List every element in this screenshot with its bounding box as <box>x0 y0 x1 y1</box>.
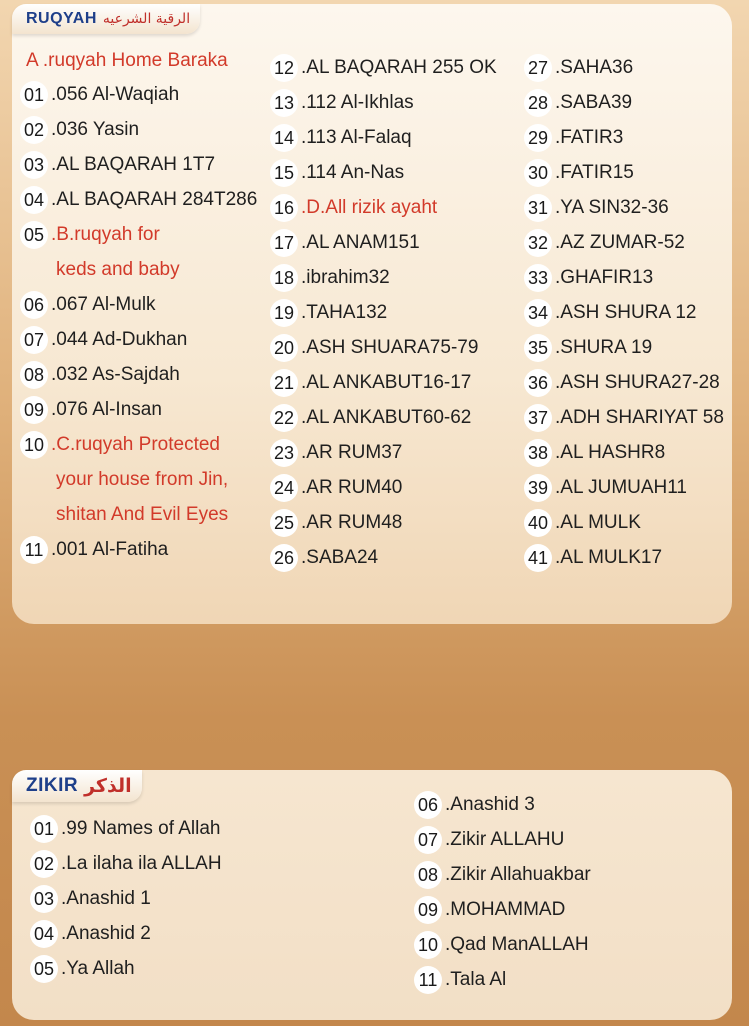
track-title: .AL JUMUAH11 <box>555 477 687 498</box>
track-number-badge: 17 <box>270 229 298 257</box>
track-title: .D.All rizik ayaht <box>301 197 438 218</box>
track-title: .Ya Allah <box>61 958 135 979</box>
track-row <box>20 535 168 565</box>
ruqyah-title-en: RUQYAH <box>26 10 97 27</box>
track-number-badge: 30 <box>524 159 552 187</box>
track-number-badge: 29 <box>524 124 552 152</box>
track-title: .YA SIN32-36 <box>555 197 669 218</box>
track-number-badge: 41 <box>524 544 552 572</box>
ruqyah-title-ar: الرقية الشرعيه <box>102 11 191 27</box>
track-number-badge: 33 <box>524 264 552 292</box>
track-title: .112 Al-Ikhlas <box>301 92 414 113</box>
ruqyah-heading-a: A .ruqyah Home Baraka <box>26 50 228 71</box>
track-title: .B.ruqyah for <box>51 224 160 245</box>
track-row <box>524 298 697 328</box>
track-number-badge: 36 <box>524 369 552 397</box>
track-number-badge: 16 <box>270 194 298 222</box>
track-row <box>270 543 378 573</box>
track-title: .Anashid 1 <box>61 888 151 909</box>
track-number-badge: 14 <box>270 124 298 152</box>
track-row <box>270 508 402 538</box>
track-row <box>270 403 471 433</box>
track-number-badge: 02 <box>30 850 58 878</box>
track-number-badge: 10 <box>414 931 442 959</box>
track-title: .AL MULK <box>555 512 641 533</box>
track-title: .Anashid 3 <box>445 794 535 815</box>
track-title: .SABA39 <box>555 92 633 113</box>
track-title: .036 Yasin <box>51 119 140 140</box>
track-number-badge: 27 <box>524 54 552 82</box>
track-row <box>270 193 437 223</box>
track-title: .SABA24 <box>301 547 379 568</box>
track-number-badge: 15 <box>270 159 298 187</box>
track-title: .AL BAQARAH 1T7 <box>51 154 216 175</box>
track-row <box>524 228 685 258</box>
track-number-badge: 04 <box>20 186 48 214</box>
track-title: .ADH SHARIYAT 58 <box>555 407 724 428</box>
track-number-badge: 37 <box>524 404 552 432</box>
track-row <box>524 543 662 573</box>
track-row <box>270 158 404 188</box>
track-row <box>20 150 215 180</box>
track-row <box>524 368 720 398</box>
track-number-badge: 06 <box>20 291 48 319</box>
track-number-badge: 39 <box>524 474 552 502</box>
track-title: .Tala Al <box>445 969 507 990</box>
track-row <box>270 53 497 83</box>
track-number-badge: 11 <box>20 536 48 564</box>
track-title: .AL ANAM151 <box>301 232 420 253</box>
track-number-badge: 05 <box>20 221 48 249</box>
track-title: shitan And Evil Eyes <box>56 504 229 525</box>
track-title: .056 Al-Waqiah <box>51 84 180 105</box>
track-number-badge: 03 <box>30 885 58 913</box>
track-row <box>30 919 151 949</box>
track-title: .SHURA 19 <box>555 337 653 358</box>
track-title: .TAHA132 <box>301 302 388 323</box>
track-number-badge: 22 <box>270 404 298 432</box>
track-row <box>414 930 589 960</box>
track-row <box>524 53 633 83</box>
track-number-badge: 35 <box>524 334 552 362</box>
track-title: .032 As-Sajdah <box>51 364 180 385</box>
track-row <box>270 473 402 503</box>
track-number-badge: 10 <box>20 431 48 459</box>
track-title: .MOHAMMAD <box>445 899 566 920</box>
track-number-badge: 18 <box>270 264 298 292</box>
track-row <box>20 325 187 355</box>
track-number-badge: 21 <box>270 369 298 397</box>
track-title: .001 Al-Fatiha <box>51 539 169 560</box>
track-title: .AR RUM48 <box>301 512 403 533</box>
track-title: .AL BAQARAH 255 OK <box>301 57 497 78</box>
track-row <box>414 825 564 855</box>
track-title: .067 Al-Mulk <box>51 294 156 315</box>
track-title: .AL BAQARAH 284T286 <box>51 189 258 210</box>
track-row <box>30 849 222 879</box>
track-number-badge: 13 <box>270 89 298 117</box>
track-number-badge: 34 <box>524 299 552 327</box>
track-number-badge: 12 <box>270 54 298 82</box>
track-title: .AL MULK17 <box>555 547 663 568</box>
track-row <box>20 395 162 425</box>
track-row <box>20 220 160 250</box>
track-number-badge: 40 <box>524 509 552 537</box>
track-title: .La ilaha ila ALLAH <box>61 853 222 874</box>
track-row <box>524 438 665 468</box>
track-number-badge: 20 <box>270 334 298 362</box>
track-title: .Anashid 2 <box>61 923 151 944</box>
track-number-badge: 25 <box>270 509 298 537</box>
track-row <box>524 403 724 433</box>
track-number-badge: 05 <box>30 955 58 983</box>
track-title: .AL ANKABUT16-17 <box>301 372 472 393</box>
track-title: .113 Al-Falaq <box>301 127 412 148</box>
track-row <box>414 860 591 890</box>
track-title: .FATIR15 <box>555 162 634 183</box>
track-row <box>524 88 632 118</box>
track-number-badge: 01 <box>30 815 58 843</box>
track-title: .AL ANKABUT60-62 <box>301 407 472 428</box>
track-row <box>270 368 471 398</box>
track-title: .Zikir ALLAHU <box>445 829 565 850</box>
track-number-badge: 26 <box>270 544 298 572</box>
track-row <box>20 255 180 285</box>
track-number-badge: 31 <box>524 194 552 222</box>
track-title: .GHAFIR13 <box>555 267 654 288</box>
track-number-badge: 38 <box>524 439 552 467</box>
track-number-badge: 01 <box>20 81 48 109</box>
track-title: .Qad ManALLAH <box>445 934 589 955</box>
track-row <box>20 80 179 110</box>
track-number-badge: 19 <box>270 299 298 327</box>
track-row <box>524 473 687 503</box>
track-row <box>524 123 623 153</box>
track-title: .AR RUM37 <box>301 442 403 463</box>
track-row <box>20 290 156 320</box>
track-row <box>524 333 652 363</box>
track-number-badge: 04 <box>30 920 58 948</box>
track-number-badge: 28 <box>524 89 552 117</box>
track-row <box>524 263 653 293</box>
track-row <box>524 508 641 538</box>
track-number-badge: 09 <box>414 896 442 924</box>
track-title: .AL HASHR8 <box>555 442 666 463</box>
track-title: .ASH SHURA27-28 <box>555 372 720 393</box>
track-number-badge: 32 <box>524 229 552 257</box>
track-title: .C.ruqyah Protected <box>51 434 220 455</box>
track-title: .076 Al-Insan <box>51 399 162 420</box>
track-title: .ASH SHURA 12 <box>555 302 697 323</box>
track-number-badge: 08 <box>414 861 442 889</box>
track-number-badge: 23 <box>270 439 298 467</box>
track-title: .ASH SHUARA75-79 <box>301 337 479 358</box>
track-row <box>270 228 420 258</box>
track-row <box>414 895 565 925</box>
track-title: .FATIR3 <box>555 127 624 148</box>
track-number-badge: 07 <box>20 326 48 354</box>
track-title: .AZ ZUMAR-52 <box>555 232 685 253</box>
track-title: .ibrahim32 <box>301 267 390 288</box>
track-number-badge: 11 <box>414 966 442 994</box>
zikir-title-en: ZIKIR <box>26 775 79 796</box>
track-row <box>270 438 402 468</box>
track-number-badge: 09 <box>20 396 48 424</box>
track-row <box>20 185 257 215</box>
track-title: keds and baby <box>56 259 180 280</box>
ruqyah-tab <box>12 4 200 34</box>
track-number-badge: 06 <box>414 791 442 819</box>
track-row <box>270 298 387 328</box>
track-row <box>270 333 478 363</box>
track-row <box>414 790 535 820</box>
track-number-badge: 07 <box>414 826 442 854</box>
track-number-badge: 03 <box>20 151 48 179</box>
track-row <box>20 500 228 530</box>
track-row <box>270 123 412 153</box>
track-row <box>524 158 634 188</box>
track-title: .044 Ad-Dukhan <box>51 329 188 350</box>
track-row <box>414 965 506 995</box>
track-row <box>20 115 139 145</box>
zikir-title-ar: الذكر <box>84 775 132 797</box>
track-row <box>270 263 390 293</box>
track-title: your house from Jin, <box>56 469 229 490</box>
track-row <box>270 88 414 118</box>
track-number-badge: 08 <box>20 361 48 389</box>
track-row <box>20 430 220 460</box>
track-title: .114 An-Nas <box>301 162 405 183</box>
track-number-badge: 02 <box>20 116 48 144</box>
track-row <box>30 884 151 914</box>
track-row <box>20 360 180 390</box>
track-number-badge: 24 <box>270 474 298 502</box>
track-row <box>20 465 228 495</box>
track-row <box>30 814 220 844</box>
track-row <box>30 954 135 984</box>
track-title: .AR RUM40 <box>301 477 403 498</box>
track-title: .SAHA36 <box>555 57 634 78</box>
track-row <box>524 193 669 223</box>
track-title: .Zikir Allahuakbar <box>445 864 591 885</box>
zikir-tab <box>12 770 142 802</box>
track-title: .99 Names of Allah <box>61 818 221 839</box>
